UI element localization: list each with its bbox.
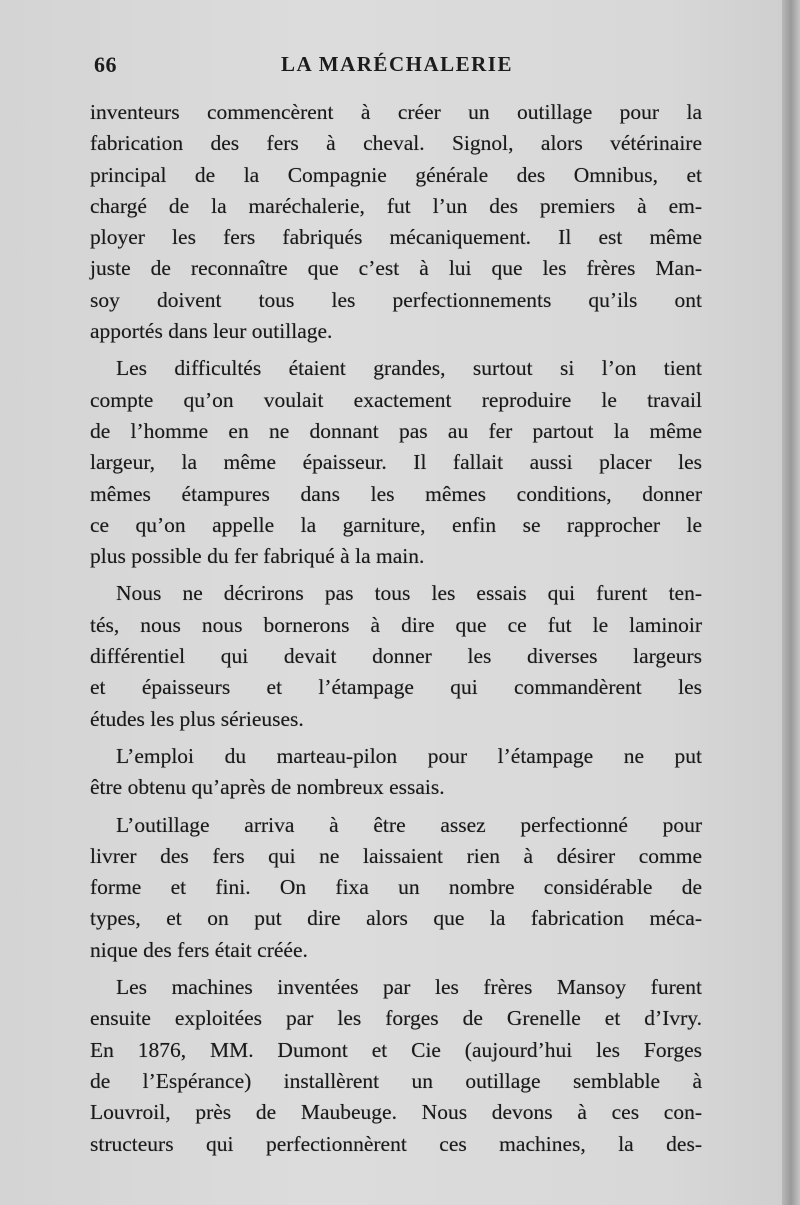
- page-number: 66: [94, 52, 117, 77]
- text-line: types, et on put dire alors que la fabrication méca-: [90, 906, 702, 931]
- text-line: Les machines inventées par les frères Mansoy furent: [116, 975, 702, 1000]
- text-line: inventeurs commencèrent à créer un outillage pour la: [90, 100, 702, 124]
- text-line: études les plus sérieuses.: [90, 706, 304, 731]
- text-line: ployer les fers fabriqués mécaniquement. Il est même: [90, 225, 702, 250]
- text-line: mêmes étampures dans les mêmes conditions, donner: [90, 481, 702, 506]
- text-line: tés, nous nous bornerons à dire que ce fut le laminoir: [90, 612, 702, 637]
- text-line: En 1876, MM. Dumont et Cie (aujourd’hui les Forges: [90, 1037, 702, 1062]
- text-line: largeur, la même épaisseur. Il fallait aussi placer les: [90, 450, 702, 475]
- text-line: Louvroil, près de Maubeuge. Nous devons à ces con-: [90, 1100, 702, 1125]
- text-line: de l’homme en ne donnant pas au fer partout la même: [90, 418, 702, 443]
- paragraph: [90, 578, 702, 734]
- text-line: et épaisseurs et l’étampage qui commandèrent les: [90, 675, 702, 700]
- text-line: ce qu’on appelle la garniture, enfin se rapprocher le: [90, 512, 702, 537]
- paragraph: [90, 972, 702, 1160]
- text-line: principal de la Compagnie générale des Omnibus, et: [90, 162, 702, 187]
- text-line: chargé de la maréchalerie, fut l’un des premiers à em-: [90, 193, 702, 218]
- paragraph: [90, 97, 702, 347]
- text-line: de l’Espérance) installèrent un outillage semblable à: [90, 1068, 702, 1093]
- text-line: Nous ne décrirons pas tous les essais qui furent ten-: [116, 581, 702, 606]
- text-line: fabrication des fers à cheval. Signol, alors vétérinaire: [90, 131, 702, 156]
- text-line: forme et fini. On fixa un nombre considérable de: [90, 875, 702, 900]
- running-title: LA MARÉCHALERIE: [281, 52, 513, 76]
- paragraph: [90, 741, 702, 804]
- paragraph: [90, 810, 702, 966]
- text-line: nique des fers était créée.: [90, 937, 308, 962]
- book-gutter: [782, 0, 800, 1205]
- paragraph: [90, 353, 702, 572]
- body-text: [90, 97, 702, 1160]
- text-line: Les difficultés étaient grandes, surtout si l’on tient: [116, 356, 702, 381]
- text-line: livrer des fers qui ne laissaient rien à désirer comme: [90, 843, 702, 868]
- text-line: soy doivent tous les perfectionnements qu’ils ont: [90, 287, 702, 312]
- text-line: ensuite exploitées par les forges de Grenelle et d’Ivry.: [90, 1006, 702, 1031]
- text-line: être obtenu qu’après de nombreux essais.: [90, 775, 445, 800]
- text-line: plus possible du fer fabriqué à la main.: [90, 544, 425, 569]
- text-line: L’emploi du marteau-pilon pour l’étampage ne put: [116, 743, 702, 768]
- running-head: [94, 52, 700, 82]
- text-line: L’outillage arriva à être assez perfectionné pour: [116, 812, 702, 837]
- text-line: différentiel qui devait donner les diverses largeurs: [90, 644, 702, 669]
- text-line: structeurs qui perfectionnèrent ces machines, la des-: [90, 1131, 702, 1156]
- text-line: juste de reconnaître que c’est à lui que les frères Man-: [90, 256, 702, 281]
- text-line: apportés dans leur outillage.: [90, 319, 333, 344]
- text-line: compte qu’on voulait exactement reproduire le travail: [90, 387, 702, 412]
